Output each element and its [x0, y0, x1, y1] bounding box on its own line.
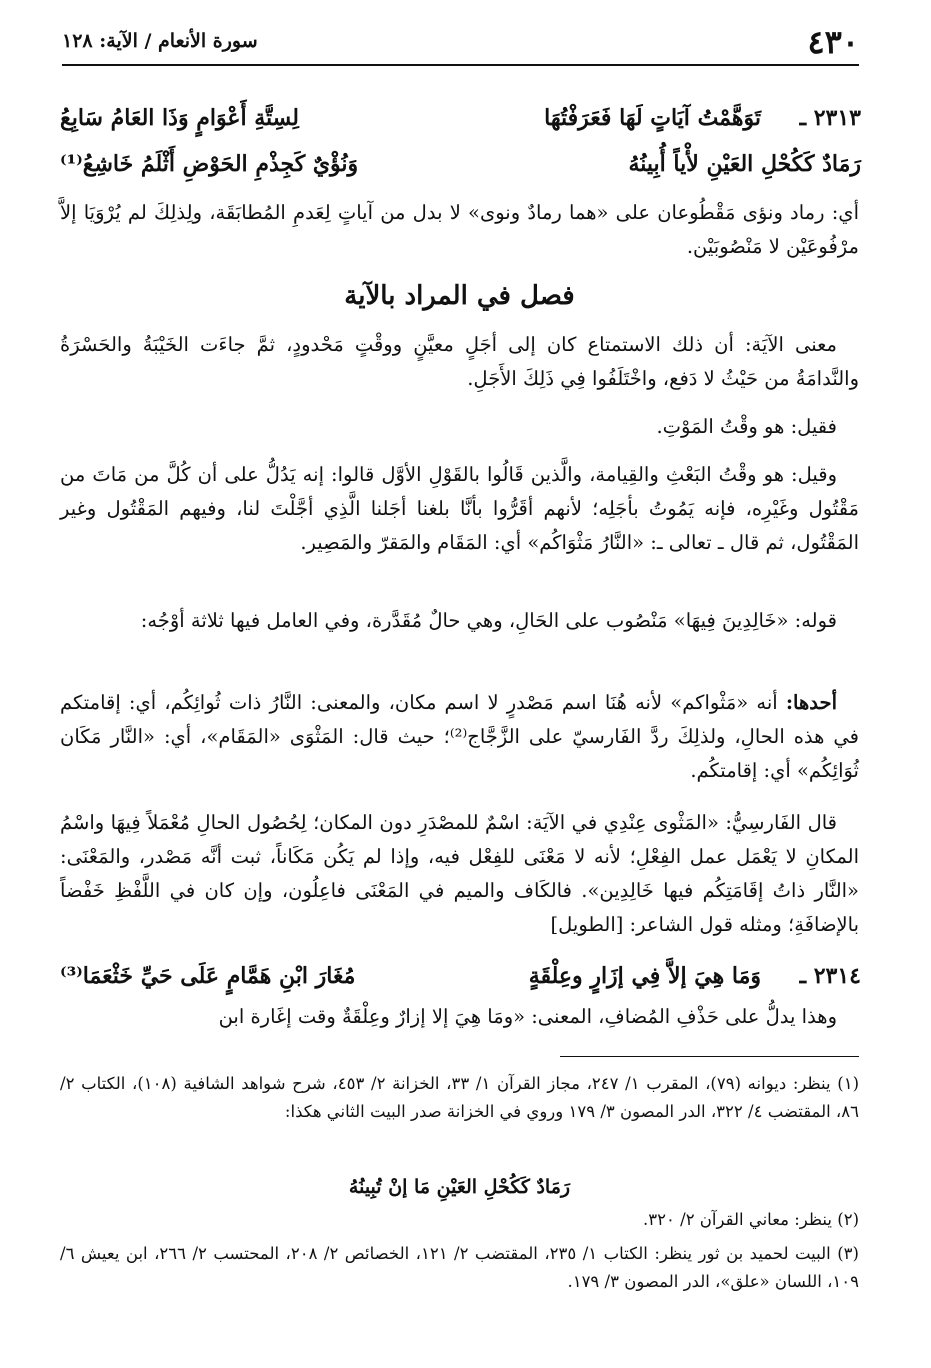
- page-number: ٤٣٠: [807, 23, 859, 61]
- verse-hemistich-left: لِسِتَّةِ أَعْوَامٍ وَذَا العَامُ سَابِعُ: [60, 105, 299, 131]
- verse-2314: [60, 958, 861, 994]
- paragraph-4: وقيل: هو وقْتُ البَعْثِ والقِيامة، والَّذين قَالُوا بالقَوْلِ الأوَّل قالوا: إنه يَدُلُّ على أن كُلَّ من مَاتَ من مَقْتُول وغَيْرِه، فإنه يَمُوتُ بأجَلِه؛ لأنهم أقَرُّوا بأنَّا بلغنا أجَلنا الَّذِي أجَّلْتَ لنا، وفيهم المَقْتُول وغير المَقْتُول، ثم قال ـ تعالى ـ: «النَّارُ مَثْوَاكُم» أي: المَقَام والمَقرّ والمَصِير.: [60, 463, 859, 554]
- paragraph-1: أي: رماد ونؤى مَقْطُوعان على «هما رمادٌ ونوى» لا بدل من آياتٍ لِعَدمِ المُطابَقَة، ولِذلِكَ لم يُرْوَيَا إلاَّ مرْفُوعَيْن لا مَنْصُوبَيْن.: [60, 201, 859, 258]
- footnote-rule: [560, 1056, 859, 1057]
- paragraph-2: معنى الآيَة: أن ذلك الاستمتاع كان إلى أجَلٍ معيَّنٍ ووقْتٍ مَحْدودٍ، ثمَّ جاءَت الخَيْبَةُ والحَسْرَةُ والنَّدامَةُ من حَيْثُ لا دَفع، واخْتَلَفُوا فِي ذَلِكَ الأَجَلِ.: [60, 333, 859, 390]
- paragraph-3: فقيل: هو وقْتُ المَوْتِ.: [656, 415, 837, 438]
- verse-hemistich-left: مُغَارَ ابْنِ هَمَّامٍ عَلَى حَيِّ خَثْعَمَا⁽³⁾: [60, 963, 356, 989]
- verse-2313-line-1: [60, 100, 861, 136]
- footnote-1-verse: رَمَادٌ كَكُحْلِ العَيْنِ مَا إنْ تُبِينُهُ: [348, 1176, 571, 1198]
- page-header: [62, 22, 859, 62]
- verse-number: ٢٣١٤ ـ: [799, 963, 861, 989]
- paragraph-8: وهذا يدلُّ على حَذْفِ المُضافِ، المعنى: «ومَا هِيَ إلا إزارٌ وعِلْقَةٌ وقت إغَارة ابن: [218, 1005, 837, 1028]
- verse-number: ٢٣١٣ ـ: [799, 105, 861, 131]
- header-rule: [62, 64, 859, 66]
- verse-hemistich-right: تَوَهَّمْتُ آيَاتٍ لَهَا فَعَرَفْتُهَا: [544, 105, 761, 131]
- verse-hemistich-right: وَمَا هِيَ إلاَّ فِي إزَارٍ وعِلْقَةٍ: [528, 963, 761, 989]
- paragraph-5: قوله: «خَالِدِينَ فِيهَا» مَنْصُوب على الحَالِ، وهي حالٌ مُقَدَّرة، وفي العامل فيها ثلاثة أوْجُه:: [140, 609, 837, 632]
- running-title: سورة الأنعام / الآية: ١٢٨: [62, 30, 258, 52]
- verse-2313-line-2: [60, 146, 861, 182]
- verse-hemistich-right: رَمَادٌ كَكُحْلِ العَيْنِ لأْياً أُبِينُهُ: [628, 151, 861, 177]
- footnote-3: (٣) البيت لحميد بن ثور ينظر: الكتاب ١/ ٢٣٥، المقتضب ٢/ ١٢١، الخصائص ٢/ ٢٠٨، المحتسب ٢/ ٢٦٦، ابن يعيش ٦/ ١٠٩، اللسان «علق»، الدر المصون ٣/ ١٧٩.: [60, 1244, 859, 1291]
- paragraph-6-text: أنه «مَثْواكم» لأنه هُنَا اسم مَصْدرٍ لا اسم مكان، والمعنى: النَّارُ ذات ثُوائِكُم، أي: إقامتكم في هذه الحالِ، ولذلِكَ ردَّ الفَارسيّ على الزَّجَّاج⁽²⁾؛ حيث قال: المَثْوَى «المَقَام»، أي: «النَّار مَكَان ثُوَائِكُم» أي: إقامتكُم.: [60, 691, 859, 782]
- section-title: فصل في المراد بالآية: [344, 281, 575, 311]
- paragraph-7: قال الفَارسِيُّ: «المَثْوى عِنْدِي في الآيَة: اسْمٌ للمصْدَرِ دون المكان؛ لِحُصُول الحالِ مُعْمَلاً فِيهَا واسْمُ المكانِ لا يَعْمَل عمل الفِعْلِ؛ لأنه لا مَعْنَى للفِعْل فيه، وإذا لم يَكُن مَكَاناً، ثبت أنَّه مَصْدر، والمَعْنَى: «النَّار ذاتُ إقَامَتِكُم فيها خَالِدِين». فالكَاف والميم في المَعْنَى فاعِلُون، وإن كان في اللَّفْظِ خَفْضاً بالإضافَةِ؛ ومثله قول الشاعر: [الطويل]: [60, 811, 859, 936]
- footnote-1: (١) ينظر: ديوانه (٧٩)، المقرب ١/ ٢٤٧، مجاز القرآن ١/ ٣٣، الخزانة ٢/ ٤٥٣، شرح شواهد الشافية (١٠٨)، الكتاب ٢/ ٨٦، المقتضب ٤/ ٣٢٢، الدر المصون ٣/ ١٧٩ وروي في الخزانة صدر البيت الثاني هكذا:: [60, 1074, 860, 1121]
- paragraph-6: [60, 686, 859, 788]
- verse-hemistich-left: وَنُؤْيٌ كَجِذْمِ الحَوْضِ أَثْلَمُ خَاشِعُ⁽¹⁾: [60, 151, 359, 177]
- paragraph-6-lead: أحدها:: [785, 691, 837, 714]
- footnote-2: (٢) ينظر: معاني القرآن ٢/ ٣٢٠.: [643, 1210, 859, 1229]
